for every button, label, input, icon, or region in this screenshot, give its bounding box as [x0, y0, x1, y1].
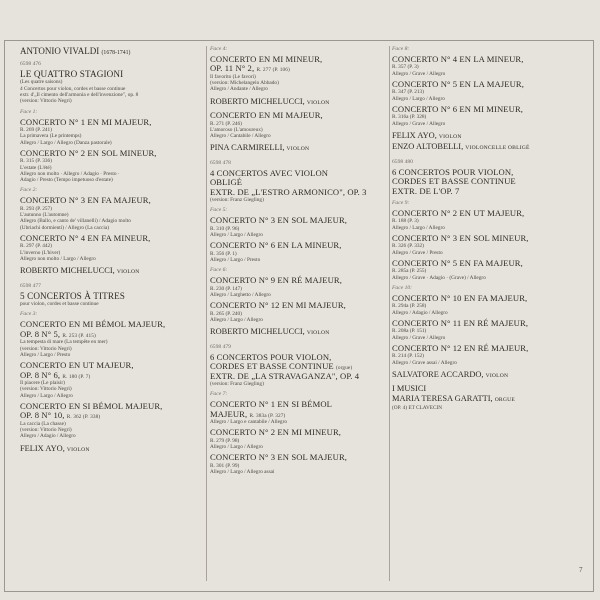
- performer-role: VIOLON: [306, 99, 330, 106]
- movements: Allegro / Largo / Allegro: [210, 444, 263, 451]
- catalog-ref: R. 285a (P. 255): [392, 268, 427, 275]
- concerto-title: CONCERTO EN MI BÉMOL MAJEUR,: [20, 319, 166, 330]
- concerto-title: CONCERTO N° 3 EN SOL MINEUR,: [392, 233, 529, 244]
- concerto-title: CONCERTO N° 2 EN UT MAJEUR,: [392, 208, 525, 219]
- concerto-title: CONCERTO N° 3 EN SOL MAJEUR,: [210, 215, 348, 226]
- performer: [20, 266, 205, 277]
- performer: [392, 131, 588, 142]
- catalog-ref: R. 293 (P. 257): [20, 205, 52, 212]
- catalog-ref: R. 253 (P. 415): [62, 332, 96, 339]
- movements: Allegro / Largo / Allegro: [210, 317, 263, 324]
- catalog-number: 6598 479: [210, 343, 231, 350]
- catalog-ref: R. 357 (P. 3): [392, 64, 419, 71]
- column-2: [210, 46, 388, 475]
- side-label: Face 7:: [210, 391, 228, 398]
- performer: [392, 370, 588, 381]
- column-divider: [389, 46, 390, 581]
- concerto-title: CONCERTO N° 1 EN MI MAJEUR,: [20, 116, 152, 127]
- performer-role: VIOLON: [286, 146, 310, 153]
- catalog-ref: R. 294a (P. 258): [392, 303, 427, 310]
- concerto-title: CONCERTO N° 1 EN SI BÉMOL: [210, 399, 332, 410]
- movements: Allegro (Ballo, e canto de' villanelli) / Adagio molto: [20, 218, 131, 225]
- performer-role: VIOLON: [306, 330, 330, 337]
- concerto-subtitle: L'estate (L'été): [20, 164, 52, 171]
- performer-role: VIOLON: [116, 269, 140, 276]
- work-title: 4 CONCERTOS AVEC VIOLON: [210, 167, 329, 178]
- performer: [210, 327, 388, 338]
- column-divider: [206, 46, 207, 581]
- opus-number: OP. 8 N° 10,: [20, 410, 65, 421]
- performer: [210, 97, 388, 108]
- performer-role: VIOLON: [66, 446, 90, 453]
- catalog-ref: R. 347 (P. 213): [392, 89, 424, 96]
- movements: Allegro / Largo / Allegro: [392, 224, 445, 231]
- performer-name: ENZO ALTOBELLI,: [392, 142, 464, 152]
- concerto-title: CONCERTO EN MI MAJEUR,: [210, 110, 323, 121]
- concerto-title-cont: [20, 330, 205, 339]
- column-3: [392, 46, 588, 412]
- movements: Allegro / Adagio / Allegro: [20, 433, 76, 440]
- catalog-ref: R. 315 (P. 336): [20, 158, 52, 165]
- version-note: (version: Franz Giegling): [210, 197, 264, 204]
- version-note: (version: Vittorio Negri): [20, 98, 72, 105]
- composer-dates: (1678-1741): [101, 50, 131, 56]
- movements: Allegro / Largo / Allegro: [210, 232, 263, 239]
- performer-name: ROBERTO MICHELUCCI,: [210, 327, 305, 337]
- movements: Allegro / Andante / Allegro: [210, 86, 268, 93]
- performer-role: VIOLON: [438, 134, 462, 140]
- concerto-title: CONCERTO N° 2 EN SOL MINEUR,: [20, 147, 157, 158]
- page-number: 7: [579, 566, 583, 574]
- performer-role: VIOLON: [485, 373, 509, 380]
- performer-name: FELIX AYO,: [20, 443, 65, 453]
- catalog-ref: R. 269 (P. 241): [20, 127, 52, 133]
- movements: Allegro / Grave / Presto: [392, 249, 443, 256]
- side-label: Face 5:: [210, 207, 228, 214]
- side-label: Face 1:: [20, 108, 38, 115]
- concerto-title: CONCERTO N° 5 EN FA MAJEUR,: [392, 258, 523, 269]
- concerto-title: CONCERTO EN UT MAJEUR,: [20, 360, 134, 371]
- movements: Allegro / Grave / Allegro: [392, 334, 446, 341]
- catalog-ref: R. 188 (P. 3): [392, 218, 419, 225]
- movements: Allegro / Adagio / Allegro: [392, 309, 448, 316]
- movements: Allegro / Grave / Allegro: [392, 70, 446, 77]
- concerto-title: CONCERTO N° 3 EN FA MAJEUR,: [20, 195, 151, 206]
- movements: Allegro / Cantabile / Allegro: [210, 133, 271, 140]
- side-label: Face 2:: [20, 187, 38, 194]
- catalog-number: 6598 477: [20, 282, 41, 289]
- concerto-title: CONCERTO N° 6 EN MI MINEUR,: [392, 104, 524, 114]
- movements: Allegro / Largo e cantabile / Allegro: [210, 419, 287, 426]
- concerto-subtitle: Il favorito (Le favori): [210, 73, 256, 80]
- concerto-subtitle: La caccia (La chasse): [20, 420, 66, 427]
- movements: Allegro / Largo / Allegro: [392, 95, 445, 102]
- catalog-ref: R. 265 (P. 240): [210, 310, 242, 317]
- concerto-title: CONCERTO N° 5 EN LA MAJEUR,: [392, 79, 524, 89]
- catalog-ref: R. 271 (P. 246): [210, 120, 242, 127]
- performer-name: FELIX AYO,: [392, 131, 437, 140]
- work-title: EXTR. DE „L'ESTRO ARMONICO", OP. 3: [210, 186, 367, 197]
- side-label: Face 3:: [20, 311, 38, 318]
- concerto-title-cont: [210, 410, 388, 419]
- concerto-title: CONCERTO N° 4 EN LA MINEUR,: [392, 54, 524, 64]
- performer: [392, 394, 588, 405]
- key-line: MAJEUR,: [210, 408, 248, 419]
- concerto-title-cont: [20, 411, 205, 420]
- catalog-ref: R. 383a (P. 327): [249, 412, 286, 419]
- concerto-title: CONCERTO N° 4 EN FA MINEUR,: [20, 233, 151, 244]
- concerto-title: CONCERTO N° 3 EN SOL MAJEUR,: [210, 452, 348, 463]
- performer-name: ROBERTO MICHELUCCI,: [20, 266, 115, 276]
- catalog-ref: R. 297 (P. 442): [20, 243, 52, 250]
- instrument-note: (orgue): [336, 365, 353, 372]
- work-title-line: CORDES ET BASSE CONTINUE: [210, 361, 334, 372]
- work-title: 6 CONCERTOS POUR VIOLON,: [210, 351, 332, 362]
- catalog-ref: R. 180 (P. 7): [62, 373, 91, 380]
- movements: Allegro non molto / Largo / Allegro: [20, 256, 96, 263]
- concerto-title-cont: [210, 64, 388, 73]
- work-title: OBLIGÉ: [210, 177, 243, 188]
- catalog-ref: R. 230 (P. 147): [210, 285, 242, 292]
- concerto-title: CONCERTO N° 2 EN MI MINEUR,: [210, 427, 342, 438]
- catalog-number: 6598 478: [210, 159, 231, 166]
- work-subtitle: 4 Concertos pour violon, cordes et basse continue: [20, 85, 126, 92]
- performer-role: ORGUE: [494, 396, 515, 403]
- concerto-subtitle: L'amoroso (L'amoureux): [210, 126, 263, 133]
- catalog-ref: R. 214 (P. 152): [392, 353, 424, 360]
- concerto-title: CONCERTO N° 6 EN LA MINEUR,: [210, 240, 342, 251]
- side-label: Face 9:: [392, 200, 410, 207]
- opus-number: OP. 11 N° 2,: [210, 63, 255, 74]
- movements: (Ubriachi dormienti) / Allegro (La caccia): [20, 224, 109, 231]
- concerto-title: CONCERTO N° 9 EN RÉ MAJEUR,: [210, 275, 342, 286]
- version-note: (version: Vittorio Negri): [20, 427, 72, 433]
- movements: Allegro / Grave / Allegro: [392, 120, 446, 127]
- catalog-ref: R. 326 (P. 332): [392, 243, 424, 250]
- work-title: CORDES ET BASSE CONTINUE: [392, 176, 516, 187]
- side-label: Face 8:: [392, 46, 410, 52]
- performer: [20, 444, 205, 455]
- side-label: Face 10:: [392, 285, 413, 292]
- concerto-title: CONCERTO EN SI BÉMOL MAJEUR,: [20, 400, 163, 411]
- catalog-ref: R. 310 (P. 96): [210, 225, 240, 232]
- version-note: (version: Franz Giegling): [210, 380, 264, 387]
- work-title: EXTR. DE „LA STRAVAGANZA", OP. 4: [210, 370, 360, 381]
- column-1: [20, 46, 205, 455]
- concerto-subtitle: La tempesta di mare (La tempête en mer): [20, 339, 108, 346]
- work-subtitle: extr. d'„Il cimento dell'armonia e dell'invenzione", op. 8: [20, 92, 139, 98]
- version-note: (version: Vittorio Negri): [20, 345, 72, 352]
- opus-number: OP. 8 N° 6,: [20, 369, 61, 380]
- concerto-title-cont: [20, 371, 205, 380]
- concerto-subtitle: L'autunno (L'automne): [20, 212, 69, 219]
- performer-note: (OP. 4) ET CLAVECIN: [392, 405, 443, 412]
- catalog-ref: R. 316a (P. 328): [392, 114, 427, 121]
- work-title: LE QUATTRO STAGIONI: [20, 69, 124, 79]
- movements: Allegro / Grave assai / Allegro: [392, 359, 457, 366]
- movements: Allegro / Largo / Allegro assai: [210, 469, 275, 476]
- performer-name: MARIA TERESA GARATTI,: [392, 393, 493, 403]
- movements: Allegro / Largo / Allegro (Danza pastorale): [20, 139, 112, 146]
- concerto-subtitle: Il piacere (Le plaisir): [20, 380, 65, 386]
- version-note: (version: Vittorio Negri): [20, 386, 72, 393]
- catalog-ref: R. 356 (P. 1): [210, 250, 237, 257]
- performer-name: PINA CARMIRELLI,: [210, 143, 285, 153]
- catalog-ref: R. 277 (P. 106): [256, 67, 290, 74]
- composer-name: ANTONIO VIVALDI: [20, 46, 100, 56]
- concerto-title: CONCERTO N° 12 EN MI MAJEUR,: [210, 300, 346, 311]
- work-title: EXTR. DE L'OP. 7: [392, 185, 460, 196]
- performer: [210, 143, 388, 154]
- composer-header: [20, 46, 205, 56]
- concerto-subtitle: L'inverno (L'hiver): [20, 249, 61, 256]
- catalog-ref: R. 279 (P. 98): [210, 437, 240, 444]
- ensemble-name: I MUSICI: [392, 384, 427, 394]
- movements: Allegro / Largo / Allegro: [20, 392, 73, 399]
- movements: Allegro non molto · Allegro / Adagio · Presto ·: [20, 170, 120, 177]
- catalog-ref: R. 301 (P. 99): [210, 462, 240, 469]
- movements: Allegro / Grave · Adagio · (Grave) / Allegro: [392, 274, 486, 281]
- work-subtitle: (Les quatre saisons): [20, 79, 63, 86]
- concerto-title: CONCERTO N° 11 EN RÉ MAJEUR,: [392, 318, 529, 329]
- movements: Allegro / Largo / Presto: [210, 257, 261, 264]
- performer-name: SALVATORE ACCARDO,: [392, 370, 484, 380]
- performer-role: VIOLONCELLE OBLIGÉ: [465, 145, 530, 152]
- concerto-title: CONCERTO N° 10 EN FA MAJEUR,: [392, 293, 528, 304]
- catalog-ref: R. 362 (P. 338): [66, 414, 101, 421]
- concerto-title: CONCERTO N° 12 EN RÉ MAJEUR,: [392, 343, 529, 354]
- catalog-ref: R. 208a (P. 151): [392, 328, 427, 335]
- performer: [392, 142, 588, 153]
- movements: Allegro / Larghetto / Allegro: [210, 292, 271, 299]
- concerto-subtitle: La primavera (Le printemps): [20, 133, 82, 140]
- work-title: 5 CONCERTOS À TITRES: [20, 290, 125, 301]
- opus-number: OP. 8 N° 5,: [20, 328, 61, 339]
- version-note: (version: Michelangelo Abbado): [210, 80, 279, 87]
- performer-name: ROBERTO MICHELUCCI,: [210, 96, 305, 106]
- work-subtitle: pour violon, cordes et basse continue: [20, 301, 99, 308]
- side-label: Face 4:: [210, 46, 228, 52]
- movements: Adagio / Presto (Tempo impetuoso d'estate): [20, 177, 113, 184]
- catalog-number: 6598 480: [392, 158, 413, 165]
- concerto-title: CONCERTO EN MI MINEUR,: [210, 54, 323, 64]
- side-label: Face 6:: [210, 267, 228, 274]
- movements: Allegro / Largo / Presto: [20, 351, 71, 358]
- catalog-number: 6598 476: [20, 61, 41, 67]
- work-title: 6 CONCERTOS POUR VIOLON,: [392, 166, 514, 177]
